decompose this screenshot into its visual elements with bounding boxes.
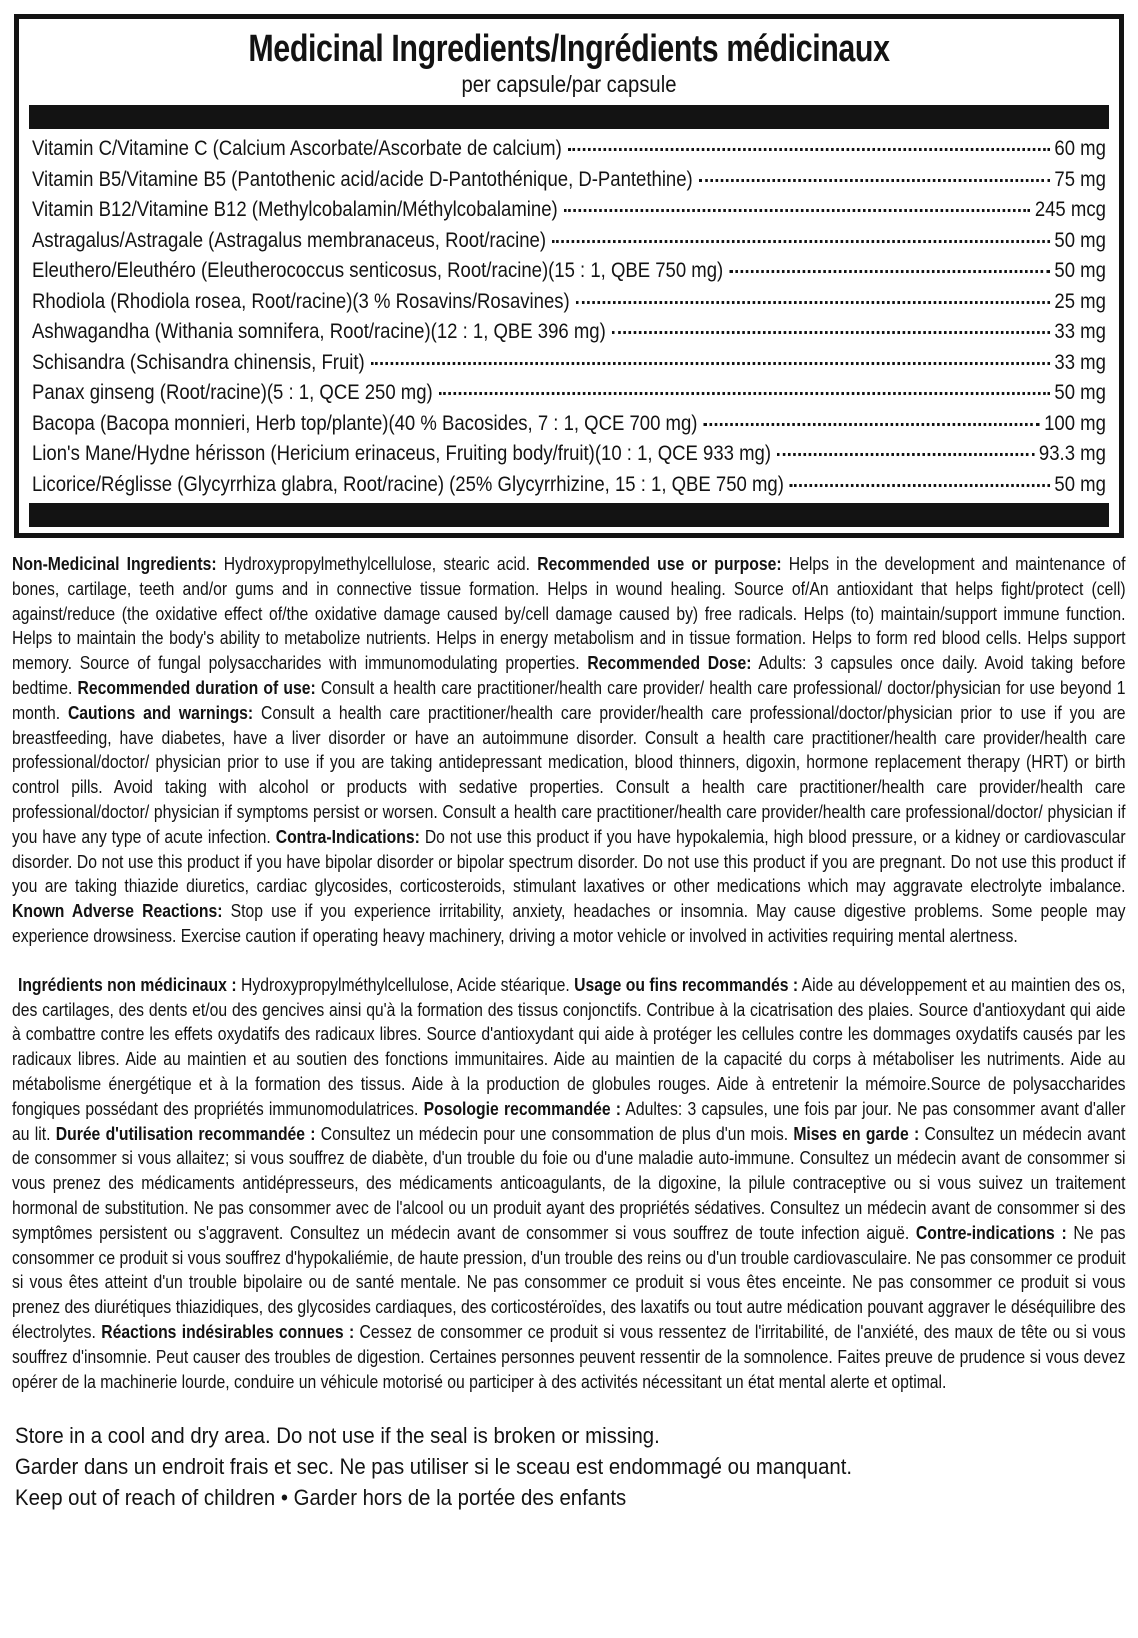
- divider-bar-top: [29, 105, 1109, 129]
- ingredient-name: Licorice/Réglisse (Glycyrrhiza glabra, Root/racine) (25% Glycyrrhizine, 15 : 1, QBE 750 mg): [32, 471, 784, 496]
- ingredient-amount: 33 mg: [1054, 319, 1106, 343]
- ingredient-name: Panax ginseng (Root/racine)(5 : 1, QCE 250 mg): [32, 380, 433, 404]
- english-info-text: [12, 552, 1126, 949]
- ingredient-row: [32, 377, 1106, 408]
- ingredient-amount: 93.3 mg: [1038, 441, 1106, 465]
- paragraph-heading-segment: Known Adverse Reactions:: [12, 900, 223, 922]
- storage-warning-line: Garder dans un endroit frais et sec. Ne pas utiliser si le sceau est endommagé ou manquant.: [15, 1454, 853, 1480]
- paragraph-heading-segment: Non-Medicinal Ingredients:: [12, 553, 217, 574]
- french-info-text: [12, 973, 1126, 1395]
- ingredient-row: [32, 347, 1106, 378]
- paragraph-heading-segment: Contre-indications :: [915, 1221, 1067, 1243]
- paragraph-text-segment: Do not use this product if you have hypokalemia, high blood pressure, or a kidney or cardiovascular disorder. Do not use this product if you have bipolar disorder or bipolar spectrum disorder. Do not use this product if you are pregnant. Do not use this product if you are taking thiazide diuretics, cardiac glycosides, corticosteroids, stimulant laxatives or other medications which may aggravate electrolyte imbalance.: [12, 825, 1126, 897]
- ingredient-amount: 33 mg: [1054, 349, 1106, 374]
- ingredient-amount: 245 mcg: [1034, 197, 1106, 221]
- paragraph-heading-segment: Cautions and warnings:: [67, 701, 254, 723]
- paragraph-heading-segment: Ingrédients non médicinaux :: [17, 973, 237, 995]
- ingredient-row: [32, 316, 1106, 347]
- paragraph-text-segment: Consult a health care practitioner/health care provider/ health care professional/ doctor/physician for use beyond 1 month.: [12, 676, 1126, 723]
- ingredient-name: Ashwagandha (Withania somnifera, Root/racine)(12 : 1, QBE 396 mg): [32, 319, 606, 343]
- ingredient-rows-wrapper: [32, 133, 1106, 499]
- panel-title: Medicinal Ingredients/Ingrédients médicinaux: [248, 28, 890, 70]
- paragraph-heading-segment: Posologie recommandée :: [423, 1097, 622, 1119]
- ingredient-name: Vitamin B12/Vitamine B12 (Methylcobalamin/Méthylcobalamine): [32, 197, 558, 221]
- english-info-paragraph: [0, 552, 1138, 949]
- medicinal-ingredients-panel: [14, 14, 1124, 538]
- ingredient-name: Astragalus/Astragale (Astragalus membranaceus, Root/racine): [32, 227, 547, 252]
- ingredient-row: [32, 255, 1106, 286]
- ingredient-row: [32, 286, 1106, 317]
- ingredient-name: Eleuthero/Eleuthéro (Eleutherococcus senticosus, Root/racine)(15 : 1, QBE 750 mg): [32, 258, 724, 282]
- ingredient-row: [32, 225, 1106, 256]
- ingredient-row: [32, 408, 1106, 439]
- ingredient-row: [32, 469, 1106, 500]
- paragraph-heading-segment: Usage ou fins recommandés :: [574, 973, 799, 995]
- paragraph-text-segment: Consultez un médecin avant de consommer si vous allaitez; si vous souffrez de diabète, d'un trouble du foie ou d'une maladie auto-immune. Consultez un médecin avant de consommer si vous prenez des médicaments antidépresseurs, des médicaments anticoagulants, de la digoxine, la pilule contraceptive ou si vous suivez un traitement hormonal de substitution. Ne pas consommer avec de l'alcool ou un produit ayant des propriétés sédatives. Consultez un médecin avant de consommer si des symptômes persistent ou s'aggravent. Consultez un médecin avant de consommer si vous souffrez de toute infection aiguë.: [12, 1122, 1126, 1243]
- storage-and-warning-lines: [0, 1420, 1138, 1513]
- ingredient-amount: 50 mg: [1054, 380, 1106, 404]
- paragraph-heading-segment: Durée d'utilisation recommandée :: [55, 1122, 316, 1144]
- paragraph-text-segment: Ne pas consommer ce produit si vous souffrez d'hypokaliémie, de haute pression, d'un trouble des reins ou d'un trouble cardiovasculaire. Ne pas consommer ce produit si vous êtes atteint d'un trouble bipolaire ou de santé mentale. Ne pas consommer ce produit si vous êtes enceinte. Ne pas consommer ce produit si vous prenez des diurétiques thiazidiques, des glycosides cardiaques, des corticostéroïdes, des laxatifs ou tout autre médication pouvant aggraver le déséquilibre des électrolytes.: [12, 1221, 1126, 1342]
- ingredient-name: Bacopa (Bacopa monnieri, Herb top/plante)(40 % Bacosides, 7 : 1, QCE 700 mg): [32, 410, 698, 435]
- ingredient-list: [19, 129, 1119, 503]
- ingredient-row: [32, 438, 1106, 469]
- paragraph-heading-segment: Mises en garde :: [793, 1122, 920, 1144]
- paragraph-text-segment: Aide au développement et au maintien des os, des cartilages, des dents et/ou des gencives ainsi qu'à la formation des tissus conjonctifs. Contribue à la cicatrisation des plaies. Source d'antioxydant qui aide à combattre contre les effets oxydatifs des radicaux libres. Source d'antioxydant qui aide à protéger les cellules contre les dommages oxydatifs causés par les radicaux libres. Aide au maintien et au soutien des fonctions immunitaires. Aide au maintien de la capacité du corps à métaboliser les nutriments. Aide au métabolisme énergétique et à la formation des tissus. Aide à la production de globules rouges. Aide à entretenir la mémoire.Source de polysaccharides fongiques possédant des propriétés immunomodulatrices.: [12, 973, 1126, 1119]
- paragraph-heading-segment: Recommended Dose:: [587, 652, 752, 674]
- paragraph-text-segment: Adultes: 3 capsules, une fois par jour. Ne pas consommer avant d'aller au lit.: [12, 1097, 1126, 1144]
- paragraph-heading-segment: Recommended duration of use:: [77, 676, 316, 698]
- ingredient-amount: 25 mg: [1054, 288, 1106, 313]
- ingredient-name: Rhodiola (Rhodiola rosea, Root/racine)(3 % Rosavins/Rosavines): [32, 288, 570, 313]
- paragraph-text-segment: Hydroxypropylméthylcellulose, Acide stéarique.: [236, 973, 575, 995]
- ingredient-name: Vitamin B5/Vitamine B5 (Pantothenic acid/acide D-Pantothénique, D-Pantethine): [32, 166, 693, 191]
- ingredient-row: [32, 164, 1106, 195]
- ingredient-amount: 50 mg: [1054, 258, 1106, 282]
- paragraph-text-segment: Consultez un médecin pour une consommation de plus d'un mois.: [315, 1122, 794, 1144]
- paragraph-text-segment: Cessez de consommer ce produit si vous ressentez de l'irritabilité, de l'anxiété, des maux de tête ou si vous souffrez d'insomnie. Peut causer des troubles de digestion. Certaines personnes peuvent ressentir de la somnolence. Faites preuve de prudence si vous devez opérer de la machinerie lourde, conduire un véhicule motorisé ou participer à des activités nécessitant un état mental alerte et optimal.: [12, 1320, 1126, 1392]
- ingredient-amount: 50 mg: [1054, 227, 1106, 252]
- supplement-label-page: [0, 14, 1138, 1638]
- paragraph-heading-segment: Réactions indésirables connues :: [101, 1320, 355, 1342]
- paragraph-text-segment: Consult a health care practitioner/health care provider/health care professional/doctor/physician prior to use if you are breastfeeding, have diabetes, have a liver disorder or have an autoimmune disorder. Consult a health care practitioner/health care provider/health care professional/doctor/ physician prior to use if you are taking antidepressant medication, blood thinners, digoxin, hormone replacement therapy (HRT) or birth control pills. Avoid taking with alcohol or products with sedative properties. Consult a health care practitioner/health care provider/health care professional/doctor/ physician if symptoms persist or worsen. Consult a health care practitioner/health care provider/health care professional/doctor/ physician if you have any type of acute infection.: [12, 701, 1126, 847]
- panel-subtitle: per capsule/par capsule: [461, 71, 677, 97]
- ingredient-amount: 60 mg: [1054, 136, 1106, 160]
- paragraph-heading-segment: Recommended use or purpose:: [537, 553, 782, 574]
- paragraph-text-segment: Stop use if you experience irritability, anxiety, headaches or insomnia. May cause digestive problems. Some people may experience drowsiness. Exercise caution if operating heavy machinery, driving a motor vehicle or involved in activities requiring mental alertness.: [12, 900, 1126, 946]
- ingredient-amount: 100 mg: [1044, 410, 1106, 435]
- paragraph-text-segment: Helps in the development and maintenance of bones, cartilage, teeth and/or gums and in connective tissue formation. Helps in wound healing. Source of/An antioxidant that helps fight/protect (cell) against/reduce (the oxidative effect of/the oxidative damage caused by/cell damage caused by) free radicals. Helps (to) maintain/support immune function. Helps to maintain the body's ability to metabolize nutrients. Helps in energy metabolism and in tissue formation. Helps to form red blood cells. Helps support memory. Source of fungal polysaccharides with immunomodulating properties.: [12, 553, 1126, 674]
- divider-bar-bottom: [29, 503, 1109, 527]
- storage-warning-line: Store in a cool and dry area. Do not use if the seal is broken or missing.: [15, 1423, 660, 1449]
- french-info-paragraph: [0, 973, 1138, 1395]
- ingredient-row: [32, 194, 1106, 225]
- paragraph-text-segment: Adults: 3 capsules once daily. Avoid taking before bedtime.: [12, 652, 1126, 698]
- paragraph-text-segment: Hydroxypropylmethylcellulose, stearic acid.: [216, 553, 538, 574]
- ingredient-name: Schisandra (Schisandra chinensis, Fruit): [32, 349, 365, 374]
- storage-warning-line: Keep out of reach of children • Garder hors de la portée des enfants: [15, 1485, 627, 1511]
- paragraph-heading-segment: Contra-Indications:: [275, 825, 420, 847]
- ingredient-amount: 50 mg: [1054, 471, 1106, 496]
- ingredient-row: [32, 133, 1106, 164]
- ingredient-name: Lion's Mane/Hydne hérisson (Hericium erinaceus, Fruiting body/fruit)(10 : 1, QCE 933 mg): [32, 441, 772, 465]
- ingredient-amount: 75 mg: [1054, 166, 1106, 191]
- ingredient-name: Vitamin C/Vitamine C (Calcium Ascorbate/Ascorbate de calcium): [32, 136, 562, 160]
